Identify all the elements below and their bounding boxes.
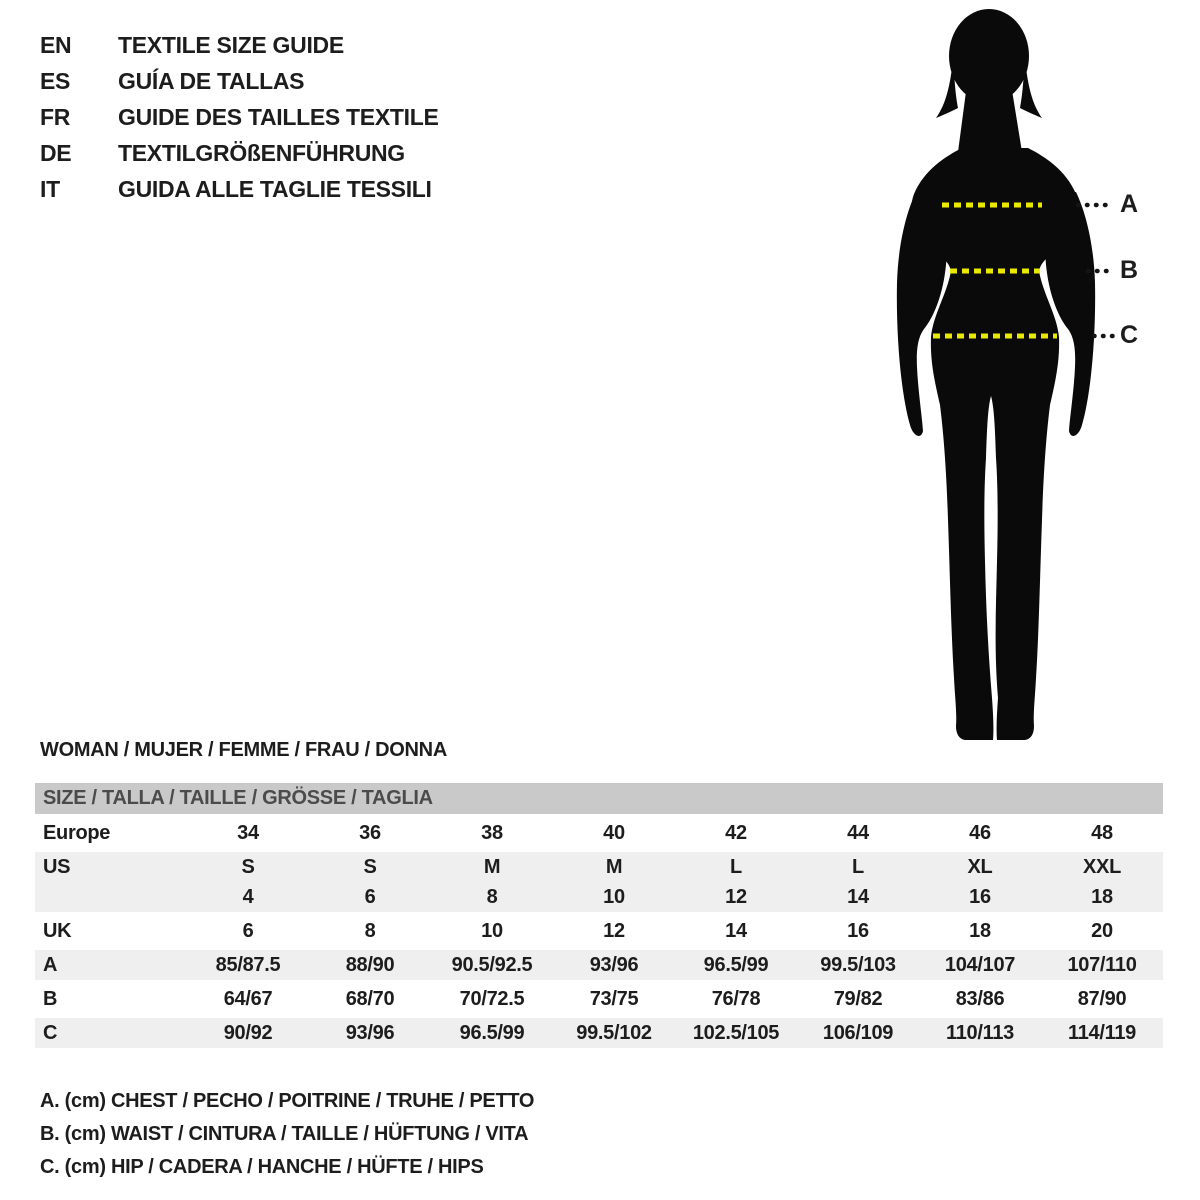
table-cell: 46	[969, 821, 991, 844]
table-cell: 87/90	[1077, 987, 1127, 1010]
language-list	[40, 27, 439, 207]
table-cell: 48	[1091, 821, 1113, 844]
table-cell: M	[483, 855, 501, 878]
measure-label-c: C	[1120, 321, 1138, 349]
language-row	[40, 171, 439, 207]
language-row	[40, 63, 439, 99]
table-cell: 8	[364, 919, 376, 942]
table-cell: 6	[242, 919, 254, 942]
table-cell: 68/70	[345, 987, 395, 1010]
table-row-us-letters	[35, 852, 1163, 882]
row-label: Europe	[43, 821, 111, 844]
table-cell: 10	[481, 919, 503, 942]
row-label: B	[43, 987, 58, 1010]
measure-label-b: B	[1120, 256, 1138, 284]
table-cell: L	[852, 855, 864, 878]
language-row	[40, 135, 439, 171]
table-cell: 102.5/105	[692, 1021, 780, 1044]
section-heading: WOMAN / MUJER / FEMME / FRAU / DONNA	[40, 739, 447, 761]
legend-line-waist: B. (cm) WAIST / CINTURA / TAILLE / HÜFTUNG / VITA	[40, 1123, 529, 1145]
woman-silhouette-figure	[850, 0, 1200, 750]
table-cell: 70/72.5	[459, 987, 525, 1010]
table-cell: 44	[847, 821, 869, 844]
row-label: A	[43, 953, 58, 976]
table-cell: 96.5/99	[459, 1021, 525, 1044]
row-label: UK	[43, 919, 72, 942]
table-cell: 73/75	[589, 987, 639, 1010]
table-cell: S	[241, 855, 255, 878]
measurement-legend	[40, 1085, 534, 1184]
measure-label-a: A	[1120, 190, 1138, 218]
table-cell: L	[730, 855, 742, 878]
table-cell: 96.5/99	[703, 953, 769, 976]
table-cell: M	[605, 855, 623, 878]
language-title: GUIDE DES TAILLES TEXTILE	[118, 103, 439, 130]
table-cell: 18	[1091, 885, 1113, 908]
table-cell: XXL	[1083, 855, 1121, 878]
table-cell: 110/113	[946, 1021, 1014, 1044]
table-cell: 79/82	[833, 987, 883, 1010]
table-cell: 20	[1091, 919, 1113, 942]
woman-silhouette-icon	[850, 0, 1200, 750]
table-cell: 93/96	[345, 1021, 395, 1044]
row-label: US	[43, 855, 71, 878]
table-cell: 42	[725, 821, 747, 844]
table-cell: XL	[967, 855, 993, 878]
legend-line-hip: C. (cm) HIP / CADERA / HANCHE / HÜFTE / HIPS	[40, 1156, 484, 1178]
language-row	[40, 99, 439, 135]
table-cell: 12	[725, 885, 747, 908]
table-cell: 6	[364, 885, 376, 908]
language-title: GUÍA DE TALLAS	[118, 67, 305, 94]
table-cell: 99.5/103	[820, 953, 896, 976]
size-table-header: SIZE / TALLA / TAILLE / GRÖSSE / TAGLIA	[35, 783, 1163, 814]
table-cell: 64/67	[223, 987, 273, 1010]
language-code: ES	[40, 67, 71, 94]
language-title: TEXTILGRÖßENFÜHRUNG	[118, 139, 405, 166]
table-cell: 14	[847, 885, 869, 908]
language-code: EN	[40, 31, 72, 58]
table-row-us-numbers	[35, 882, 1163, 912]
language-code: IT	[40, 175, 60, 202]
table-cell: 76/78	[711, 987, 761, 1010]
table-row-uk	[35, 916, 1163, 946]
table-cell: 85/87.5	[215, 953, 281, 976]
table-cell: 38	[481, 821, 503, 844]
table-cell: 107/110	[1067, 953, 1137, 976]
table-cell: 34	[237, 821, 259, 844]
table-cell: 36	[359, 821, 381, 844]
table-cell: 10	[603, 885, 625, 908]
table-cell: 18	[969, 919, 991, 942]
row-label: C	[43, 1021, 58, 1044]
language-title: TEXTILE SIZE GUIDE	[118, 31, 344, 58]
table-cell: 4	[242, 885, 254, 908]
table-cell: 114/119	[1068, 1021, 1136, 1044]
table-cell: 93/96	[589, 953, 639, 976]
legend-line-chest: A. (cm) CHEST / PECHO / POITRINE / TRUHE / PETTO	[40, 1090, 535, 1112]
language-code: FR	[40, 103, 71, 130]
table-cell: 90/92	[223, 1021, 273, 1044]
table-cell: 99.5/102	[576, 1021, 652, 1044]
table-cell: 16	[969, 885, 991, 908]
table-row-hip-c	[35, 1018, 1163, 1048]
table-cell: S	[363, 855, 377, 878]
language-code: DE	[40, 139, 72, 166]
table-row-chest-a	[35, 950, 1163, 980]
table-cell: 12	[603, 919, 625, 942]
table-cell: 14	[725, 919, 747, 942]
table-cell: 83/86	[955, 987, 1005, 1010]
table-cell: 104/107	[944, 953, 1016, 976]
silhouette-neck	[958, 84, 1022, 152]
table-cell: 106/109	[822, 1021, 894, 1044]
language-title: GUIDA ALLE TAGLIE TESSILI	[118, 175, 432, 202]
table-row-europe	[35, 818, 1163, 848]
table-cell: 16	[847, 919, 869, 942]
table-cell: 90.5/92.5	[451, 953, 533, 976]
table-cell: 88/90	[345, 953, 395, 976]
table-row-waist-b	[35, 984, 1163, 1014]
size-table	[35, 783, 1163, 1052]
table-cell: 40	[603, 821, 625, 844]
language-row	[40, 27, 439, 63]
table-cell: 8	[486, 885, 498, 908]
